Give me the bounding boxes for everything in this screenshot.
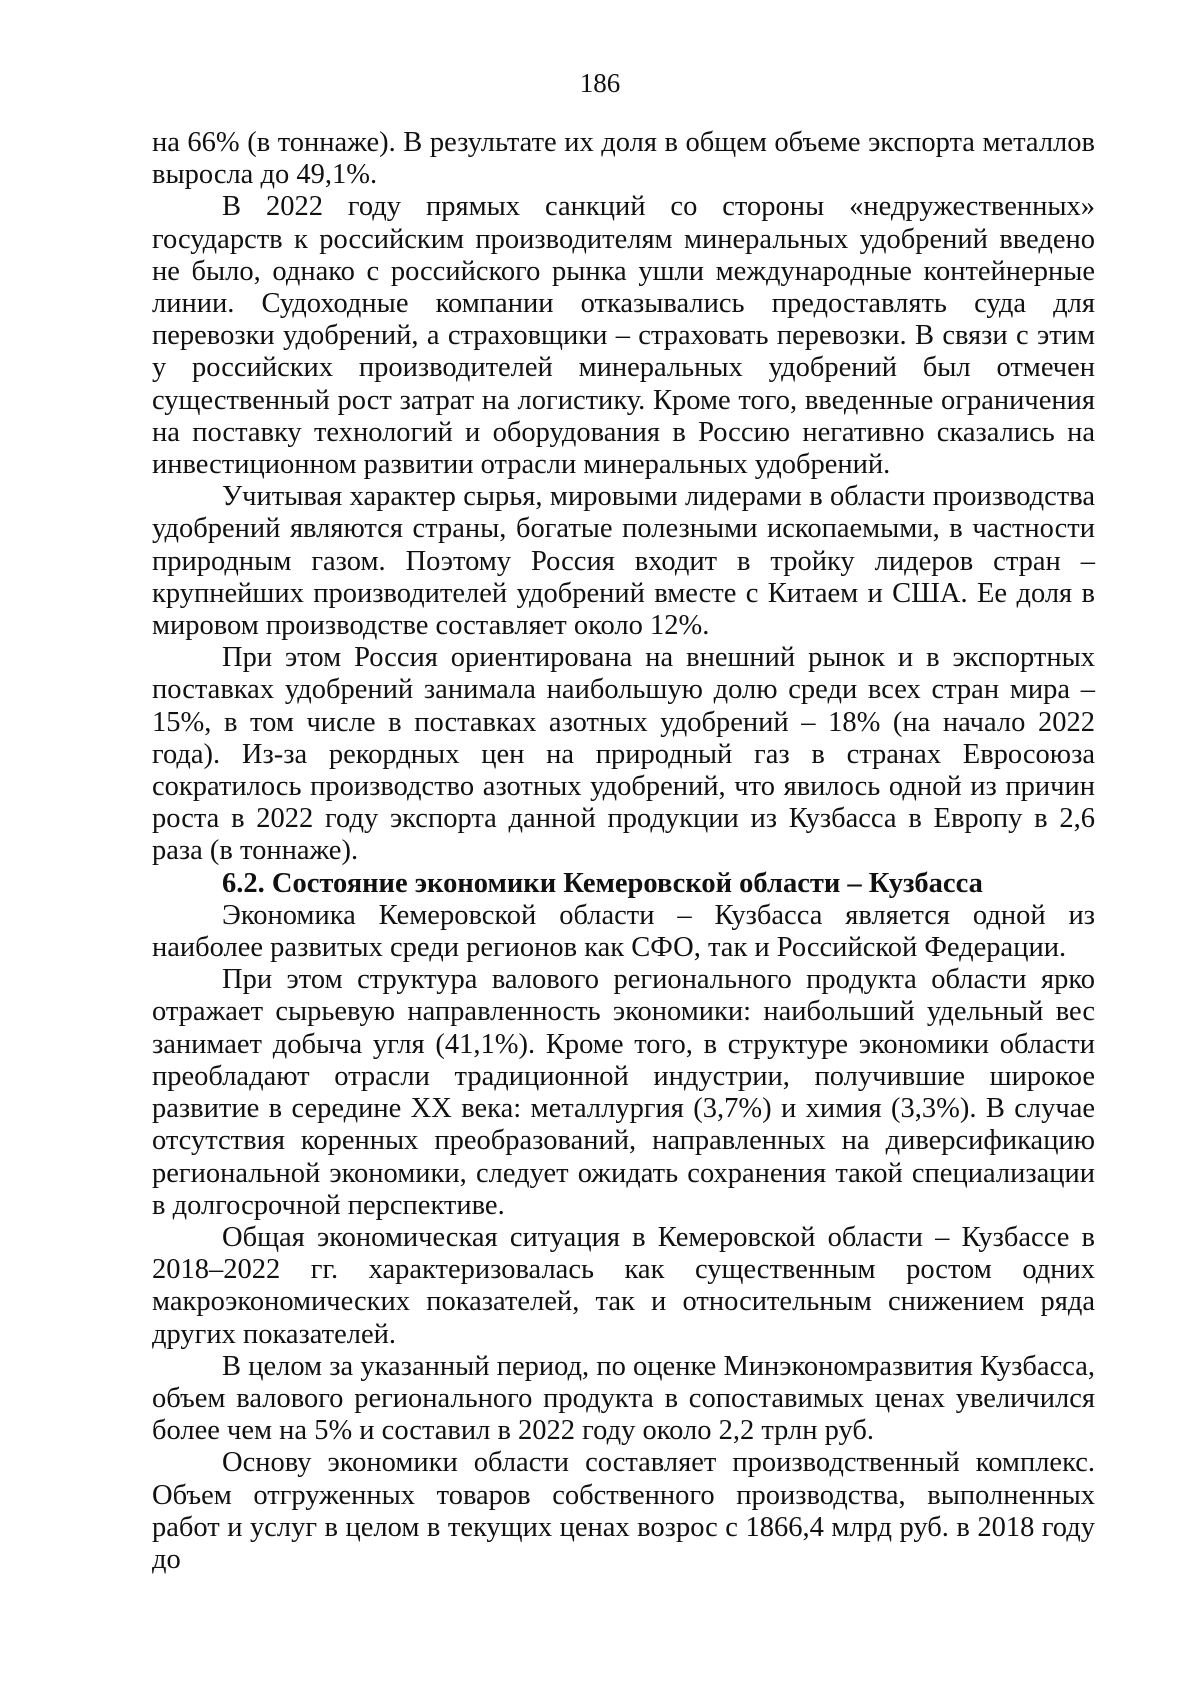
paragraph-grp-structure: При этом структура валового регионального продукта области ярко отражает сырьевую направленность экономики: наибольший удельный вес занимает добыча угля (41,1%). Кроме того, в структуре экономики области преобладают отрасли традиционной индустрии, получившие широкое развитие в середине XX века: металлургия (3,7%) и химия (3,3%). В случае отсутствия коренных преобразований, направленных на диверсификацию региональной экономики, следует ожидать сохранения такой специализации в долгосрочной перспективе. [152,964,1095,1221]
page-number: 186 [579,68,621,98]
paragraph-economy-intro: Экономика Кемеровской области – Кузбасса является одной из наиболее развитых среди регионов как СФО, так и Российской Федерации. [152,899,1095,964]
paragraph-grp-volume: В целом за указанный период, по оценке Минэкономразвития Кузбасса, объем валового регионального продукта в сопоставимых ценах увеличился более чем на 5% и составил в 2022 году около 2,2 трлн руб. [152,1350,1095,1447]
paragraph-continuation: на 66% (в тоннаже). В результате их доля в общем объеме экспорта металлов выросла до 49,1%. [152,127,1095,191]
paragraph-production-complex: Основу экономики области составляет производственный комплекс. Объем отгруженных товаров собственного производства, выполненных работ и услуг в целом в текущих ценах возрос с 1866,4 млрд руб. в 2018 году до [152,1447,1095,1575]
paragraph-fertilizer-leaders: Учитывая характер сырья, мировыми лидерами в области производства удобрений являются страны, богатые полезными ископаемыми, в частности природным газом. Поэтому Россия входит в тройку лидеров стран – крупнейших производителей удобрений вместе с Китаем и США. Ее доля в мировом производстве составляет около 12%. [152,481,1095,642]
paragraph-economic-situation: Общая экономическая ситуация в Кемеровской области – Кузбассе в 2018–2022 гг. характеризовалась как существенным ростом одних макроэкономических показателей, так и относительным снижением ряда других показателей. [152,1221,1095,1350]
page-body [152,127,1095,1576]
paragraph-export-share: При этом Россия ориентирована на внешний рынок и в экспортных поставках удобрений занимала наибольшую долю среди всех стран мира – 15%, в том числе в поставках азотных удобрений – 18% (на начало 2022 года). Из-за рекордных цен на природный газ в странах Евросоюза сократилось производство азотных удобрений, что явилось одной из причин роста в 2022 году экспорта данной продукции из Кузбасса в Европу в 2,6 раза (в тоннаже). [152,642,1095,867]
section-heading: 6.2. Состояние экономики Кемеровской области – Кузбасса [222,867,983,899]
paragraph-sanctions: В 2022 году прямых санкций со стороны «недружественных» государств к российским производителям минеральных удобрений введено не было, однако с российского рынка ушли международные контейнерные линии. Судоходные компании отказывались предоставлять суда для перевозки удобрений, а страховщики – страховать перевозки. В связи с этим у российских производителей минеральных удобрений был отмечен существенный рост затрат на логистику. Кроме того, введенные ограничения на поставку технологий и оборудования в Россию негативно сказались на инвестиционном развитии отрасли минеральных удобрений. [152,191,1095,481]
